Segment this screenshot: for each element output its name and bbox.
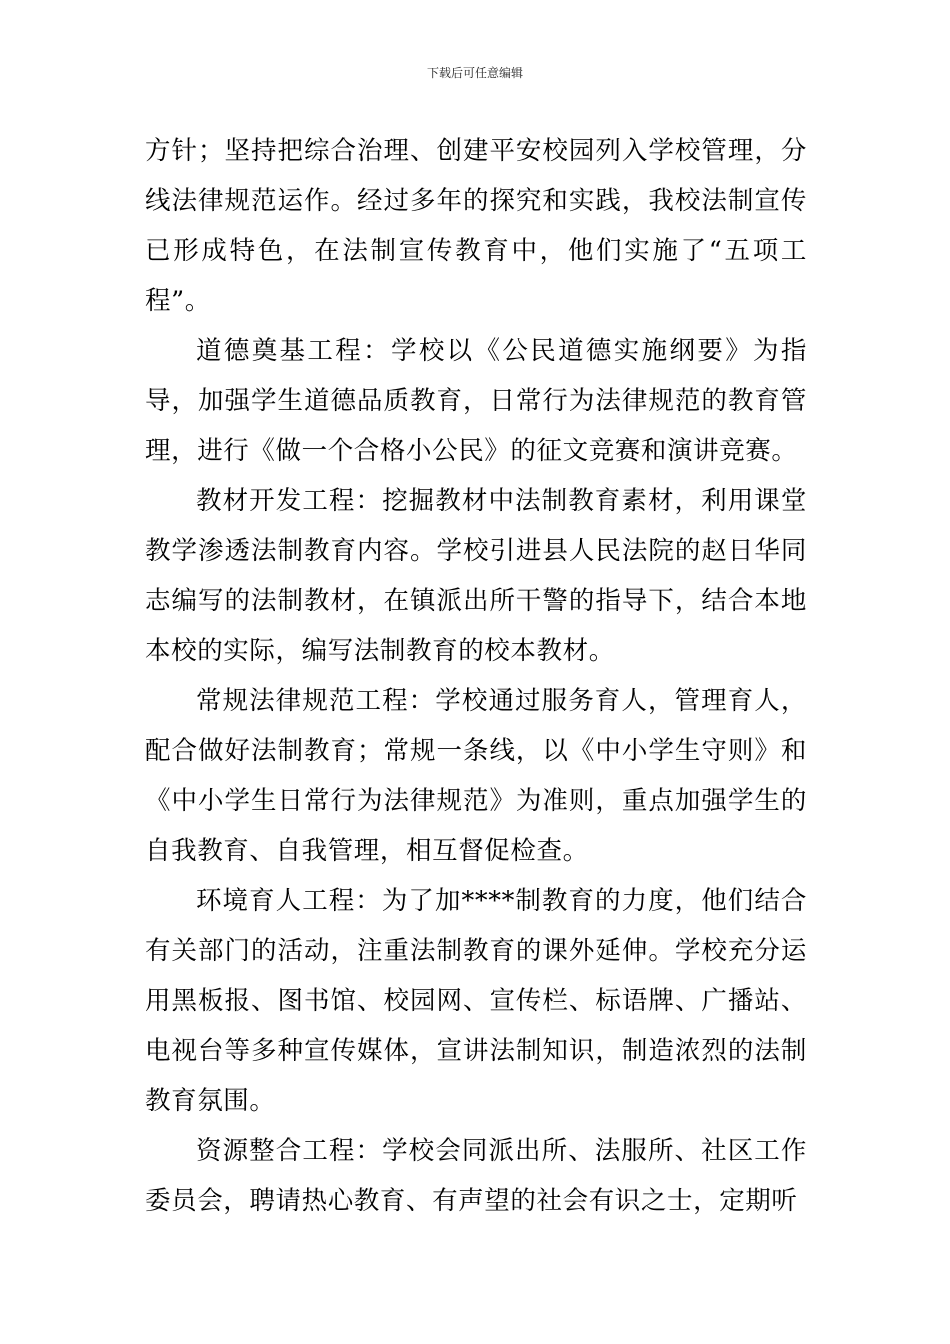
paragraph-environment-education: 环境育人工程：为了加****制教育的力度，他们结合有关部门的活动，注重法制教育的课外延伸。学校充分运用黑板报、图书馆、校园网、宣传栏、标语牌、广播站、电视台等多种宣传媒体，宣讲法制知识，制造浓烈的法制教育氛围。 [145,886,807,1116]
paragraph-resource-integration: 资源整合工程：学校会同派出所、法服所、社区工作委员会，聘请热心教育、有声望的社会有识之士，定期听 [145,1136,807,1216]
document-body [145,126,807,1226]
paragraph-textbook-development: 教材开发工程：挖掘教材中法制教育素材，利用课堂教学渗透法制教育内容。学校引进县人民法院的赵日华同志编写的法制教材，在镇派出所干警的指导下，结合本地本校的实际，编写法制教育的校本教材。 [145,486,807,666]
paragraph-moral-foundation: 道德奠基工程：学校以《公民道德实施纲要》为指导，加强学生道德品质教育，日常行为法律规范的教育管理，进行《做一个合格小公民》的征文竞赛和演讲竞赛。 [145,336,807,466]
paragraph-routine-norms: 常规法律规范工程：学校通过服务育人，管理育人，配合做好法制教育；常规一条线，以《中小学生守则》和《中小学生日常行为法律规范》为准则，重点加强学生的自我教育、自我管理，相互督促检查。 [145,686,807,866]
paragraph-intro: 方针；坚持把综合治理、创建平安校园列入学校管理，分线法律规范运作。经过多年的探究和实践，我校法制宣传已形成特色，在法制宣传教育中，他们实施了“五项工程”。 [145,136,807,316]
page-header: 下载后可任意编辑 [426,66,523,80]
